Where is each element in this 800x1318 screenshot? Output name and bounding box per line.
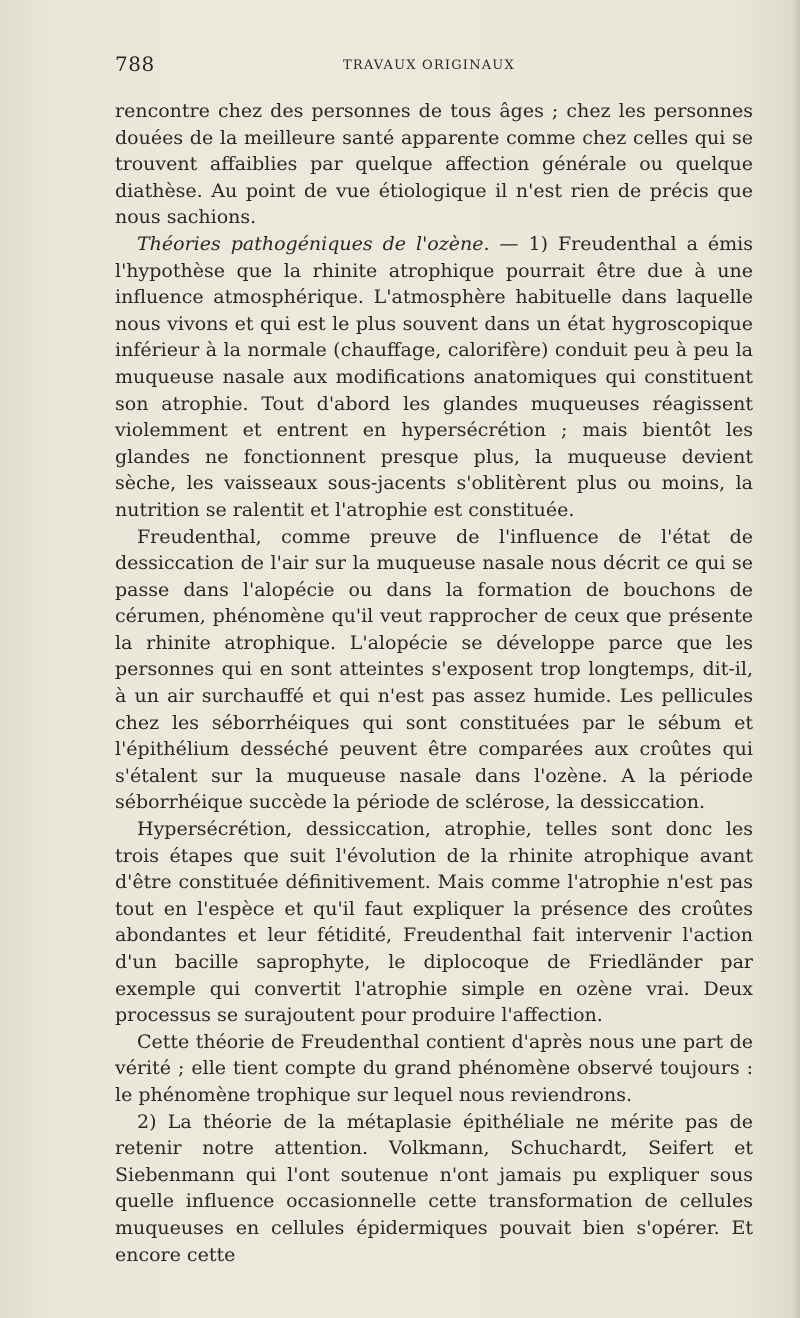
paragraph-2 (115, 231, 753, 524)
paragraph-4: Hypersécrétion, dessiccation, atrophie, telles sont donc les trois étapes que suit l'évolution de la rhinite atrophique avant d'être constituée définitivement. Mais comme l'atrophie n'est pas tout en l'espèce et qu'il faut expliquer la présence des croûtes abondantes et leur fétidité, Freudenthal fait intervenir l'action d'un bacille saprophyte, le diplocoque de Friedländer par exemple qui convertit l'atrophie simple en ozène vrai. Deux processus se surajoutent pour produire l'affection. (115, 818, 753, 1027)
page-number: 788 (115, 52, 155, 76)
paragraph-1: rencontre chez des personnes de tous âges ; chez les personnes douées de la meilleure santé apparente comme chez celles qui se trouvent affaiblies par quelque affection générale ou quelque diathèse. Au point de vue étiologique il n'est rien de précis que nous sachions. (115, 100, 753, 229)
page-edge (794, 0, 800, 1318)
running-title: TRAVAUX ORIGINAUX (343, 58, 515, 73)
paragraph-3: Freudenthal, comme preuve de l'influence de l'état de dessiccation de l'air sur la muqueuse nasale nous décrit ce qui se passe dans l'alopécie ou dans la formation de bouchons de cérumen, phénomène qu'il veut rapprocher de ceux que présente la rhinite atrophique. L'alopécie se développe parce que les personnes qui en sont atteintes s'exposent trop longtemps, dit-il, à un air surchauffé et qui n'est pas assez humide. Les pellicules chez les séborrhéiques qui sont constituées par le sébum et l'épithélium desséché peuvent être comparées aux croûtes qui s'étalent sur la muqueuse nasale dans l'ozène. A la période séborrhéique succède la période de sclérose, la dessiccation. (115, 525, 753, 814)
paragraph-6: 2) La théorie de la métaplasie épithéliale ne mérite pas de retenir notre attention. Volkmann, Schuchardt, Seifert et Siebenmann qui l'ont soutenue n'ont jamais pu expliquer sous quelle influence occasionnelle cette transformation de cellules muqueuses en cellules épidermiques pouvait bien s'opérer. Et encore cette (115, 1110, 753, 1266)
body-text (115, 98, 753, 1268)
page-header (115, 52, 753, 80)
section-heading: Théories pathogéniques de l'ozène. (137, 232, 490, 255)
paragraph-5: Cette théorie de Freudenthal contient d'après nous une part de vérité ; elle tient compte du grand phénomène observé toujours : le phénomène trophique sur lequel nous reviendrons. (115, 1030, 753, 1106)
paragraph-2-text: — 1) Freudenthal a émis l'hypothèse que la rhinite atrophique pourrait être due à une influence atmosphérique. L'atmosphère habituelle dans laquelle nous vivons et qui est le plus souvent dans un état hygroscopique inférieur à la normale (chauffage, calorifère) conduit peu à peu la muqueuse nasale aux modifications anatomiques qui constituent son atrophie. Tout d'abord les glandes muqueuses réagissent violemment et entrent en hypersécrétion ; mais bientôt les glandes ne fonctionnent presque plus, la muqueuse devient sèche, les vaisseaux sous-jacents s'oblitèrent plus ou moins, la nutrition se ralentit et l'atrophie est constituée. (115, 232, 754, 521)
